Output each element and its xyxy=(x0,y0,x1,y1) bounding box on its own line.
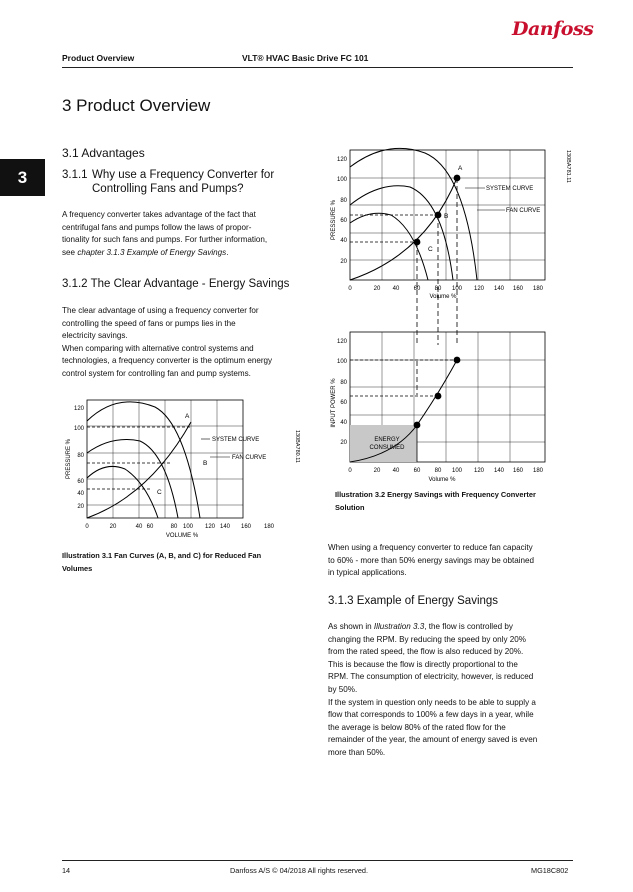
text-span: . xyxy=(226,247,229,257)
svg-text:160: 160 xyxy=(512,468,524,474)
text-line: controlling the speed of fans or pumps lies in the xyxy=(62,318,236,328)
svg-text:100: 100 xyxy=(336,177,347,183)
text-span: As shown in xyxy=(328,622,374,631)
header-rule xyxy=(62,67,573,68)
svg-text:100: 100 xyxy=(182,524,194,530)
svg-text:140: 140 xyxy=(219,524,231,530)
svg-text:20: 20 xyxy=(373,286,381,292)
caption-line: Volumes xyxy=(62,563,93,573)
text-line: from the rated speed, the flow is also reduced by 20%. xyxy=(328,647,524,657)
system-curve xyxy=(350,178,457,280)
fan-curve-label: FAN CURVE xyxy=(232,455,267,461)
text-line xyxy=(328,621,578,634)
svg-text:80: 80 xyxy=(340,198,347,204)
text-line: technologies, a frequency converter is the optimum energy xyxy=(62,356,273,366)
fan-curve-c xyxy=(87,466,158,518)
svg-text:120: 120 xyxy=(73,406,84,412)
point-label-a: A xyxy=(458,165,463,172)
text-line: the average is below 80% of the rated flow for the xyxy=(328,722,506,732)
point-label-c: C xyxy=(157,489,162,496)
svg-text:40: 40 xyxy=(77,491,84,497)
fan-curve-b xyxy=(87,440,178,519)
svg-text:40: 40 xyxy=(392,468,400,474)
svg-text:160: 160 xyxy=(512,286,524,292)
svg-text:40: 40 xyxy=(340,238,347,244)
fan-curves-chart-left xyxy=(60,395,310,550)
svg-text:60: 60 xyxy=(146,524,154,530)
y-axis-label: PRESSURE % xyxy=(66,438,72,480)
svg-text:80: 80 xyxy=(340,380,347,386)
figure-code: 130BA781.11 xyxy=(565,150,571,183)
svg-text:140: 140 xyxy=(493,468,505,474)
text-line: A frequency converter takes advantage of the fact that xyxy=(62,210,256,219)
fan-curve-a xyxy=(87,402,200,518)
page-title: 3 Product Overview xyxy=(62,96,211,115)
svg-text:120: 120 xyxy=(204,524,216,530)
svg-text:80: 80 xyxy=(77,453,84,459)
svg-text:0: 0 xyxy=(348,286,352,292)
svg-text:120: 120 xyxy=(473,286,485,292)
svg-text:100: 100 xyxy=(336,359,347,365)
text-span: , the flow is controlled by xyxy=(424,622,513,631)
text-line: control system for controlling fan and pump systems. xyxy=(62,368,251,378)
svg-text:140: 140 xyxy=(493,286,505,292)
chapter-tab: 3 xyxy=(0,159,45,196)
point-a xyxy=(454,175,461,182)
svg-text:100: 100 xyxy=(73,426,84,432)
svg-text:40: 40 xyxy=(392,286,400,292)
heading-3-1-1-num: 3.1.1 xyxy=(62,169,88,181)
svg-text:40: 40 xyxy=(340,420,347,426)
energy-label-1: ENERGY xyxy=(374,437,400,443)
page-number: 14 xyxy=(62,866,71,875)
power-point-80 xyxy=(435,393,442,400)
illustration-link[interactable]: Illustration 3.3 xyxy=(373,622,425,631)
paragraph-3-1-1 xyxy=(62,209,312,259)
y-tick-labels xyxy=(74,406,85,510)
text-line: by 50%. xyxy=(328,684,358,694)
heading-3-1-1 xyxy=(92,168,274,196)
svg-text:120: 120 xyxy=(336,339,347,345)
caption-line: Illustration 3.1 Fan Curves (A, B, and C) for Reduced Fan xyxy=(62,551,262,560)
point-label-a: A xyxy=(185,413,190,420)
text-line: RPM. The consumption of electricity, however, is reduced xyxy=(328,672,534,682)
bottom-y-tick-labels xyxy=(337,339,348,446)
point-b xyxy=(435,212,442,219)
text-line: more than 50%. xyxy=(328,747,386,757)
heading-3-1-1-line2: Controlling Fans and Pumps? xyxy=(92,183,244,195)
point-label-c: C xyxy=(428,246,433,253)
text-line: This is because the flow is directly proportional to the xyxy=(328,659,518,669)
header-section: Product Overview xyxy=(62,53,135,63)
footer-doc-id: MG18C802 xyxy=(531,866,569,875)
text-span: see xyxy=(62,247,78,257)
point-c xyxy=(414,239,421,246)
footer-rule xyxy=(62,860,573,861)
bottom-y-axis-label: INPUT POWER % xyxy=(331,378,337,428)
svg-text:60: 60 xyxy=(340,218,347,224)
point-label-b: B xyxy=(444,213,449,220)
heading-3-1-1-line1: Why use a Frequency Converter for xyxy=(92,169,275,181)
plot-frame xyxy=(87,400,243,518)
text-line: flow that corresponds to 100% a few days in a year, while xyxy=(328,710,534,720)
paragraph-3-1-3 xyxy=(328,621,578,760)
heading-3-1-3: 3.1.3 Example of Energy Savings xyxy=(328,595,499,607)
svg-text:60: 60 xyxy=(413,468,421,474)
svg-text:60: 60 xyxy=(77,479,84,485)
footer-copyright: Danfoss A/S © 04/2018 All rights reserved. xyxy=(230,866,369,875)
text-line xyxy=(62,247,312,260)
figure-code: 130BA780.11 xyxy=(294,430,300,463)
caption-3-1 xyxy=(62,550,312,575)
header-product: VLT® HVAC Basic Drive FC 101 xyxy=(242,53,369,63)
svg-text:100: 100 xyxy=(451,468,463,474)
svg-text:20: 20 xyxy=(340,259,347,265)
top-x-axis-label: Volume % xyxy=(429,294,457,300)
svg-text:20: 20 xyxy=(340,440,347,446)
energy-consumed-area xyxy=(350,425,417,462)
svg-text:160: 160 xyxy=(240,524,252,530)
system-curve-label: SYSTEM CURVE xyxy=(212,437,260,443)
bottom-x-axis-label: Volume % xyxy=(428,477,456,483)
svg-text:180: 180 xyxy=(532,286,544,292)
caption-line: Illustration 3.2 Energy Savings with Frequency Converter xyxy=(335,490,536,499)
svg-text:20: 20 xyxy=(109,524,117,530)
text-line: If the system in question only needs to be able to supply a xyxy=(328,697,536,707)
svg-text:80: 80 xyxy=(434,468,442,474)
text-line: electricity savings. xyxy=(62,331,128,341)
power-point-60 xyxy=(414,422,421,429)
energy-savings-charts xyxy=(325,145,585,505)
danfoss-logo: Danfoss xyxy=(512,18,594,40)
text-line: centrifugal fans and pumps follow the laws of propor- xyxy=(62,222,252,232)
heading-3-1: 3.1 Advantages xyxy=(62,146,145,160)
top-x-tick-labels xyxy=(348,286,543,292)
text-line: changing the RPM. By reducing the speed by only 20% xyxy=(328,634,526,644)
svg-text:180: 180 xyxy=(532,468,544,474)
svg-text:80: 80 xyxy=(170,524,178,530)
svg-text:20: 20 xyxy=(373,468,381,474)
x-tick-labels xyxy=(85,524,274,530)
svg-text:80: 80 xyxy=(434,286,442,292)
svg-text:120: 120 xyxy=(336,157,347,163)
x-axis-label: VOLUME % xyxy=(165,533,199,539)
paragraph-3-1-2 xyxy=(62,305,312,381)
text-line: to 60% - more than 50% energy savings may be obtained xyxy=(328,555,535,565)
text-line: When comparing with alternative control systems and xyxy=(62,343,254,353)
svg-text:40: 40 xyxy=(135,524,143,530)
caption-3-2 xyxy=(335,489,580,514)
svg-text:120: 120 xyxy=(473,468,485,474)
caption-line: Solution xyxy=(335,502,365,512)
energy-label-2: CONSUMED xyxy=(369,445,405,451)
svg-text:0: 0 xyxy=(348,468,352,474)
svg-text:0: 0 xyxy=(85,524,89,530)
system-curve-label: SYSTEM CURVE xyxy=(486,186,534,192)
svg-text:180: 180 xyxy=(263,524,275,530)
heading-3-1-2: 3.1.2 The Clear Advantage - Energy Savings xyxy=(62,278,290,290)
svg-text:60: 60 xyxy=(413,286,421,292)
paragraph-right xyxy=(328,542,578,580)
point-label-b: B xyxy=(203,460,208,467)
text-line: When using a frequency converter to reduce fan capacity xyxy=(328,543,533,552)
fan-curve-c xyxy=(350,213,428,280)
bottom-x-tick-labels xyxy=(348,468,543,474)
fan-curve-label: FAN CURVE xyxy=(506,208,541,214)
svg-text:100: 100 xyxy=(451,286,463,292)
svg-text:20: 20 xyxy=(77,504,84,510)
text-line: in typical applications. xyxy=(328,568,407,578)
top-y-tick-labels xyxy=(337,157,348,265)
chapter-link[interactable]: chapter 3.1.3 Example of Energy Savings xyxy=(77,247,227,257)
text-line: tionality for such fans and pumps. For further information, xyxy=(62,235,268,245)
top-y-axis-label: PRESSURE % xyxy=(331,199,337,241)
svg-text:60: 60 xyxy=(340,400,347,406)
power-point-100 xyxy=(454,357,461,364)
text-line: The clear advantage of using a frequency converter for xyxy=(62,306,259,315)
text-line: remainder of the year, the amount of energy saved is even xyxy=(328,735,538,745)
